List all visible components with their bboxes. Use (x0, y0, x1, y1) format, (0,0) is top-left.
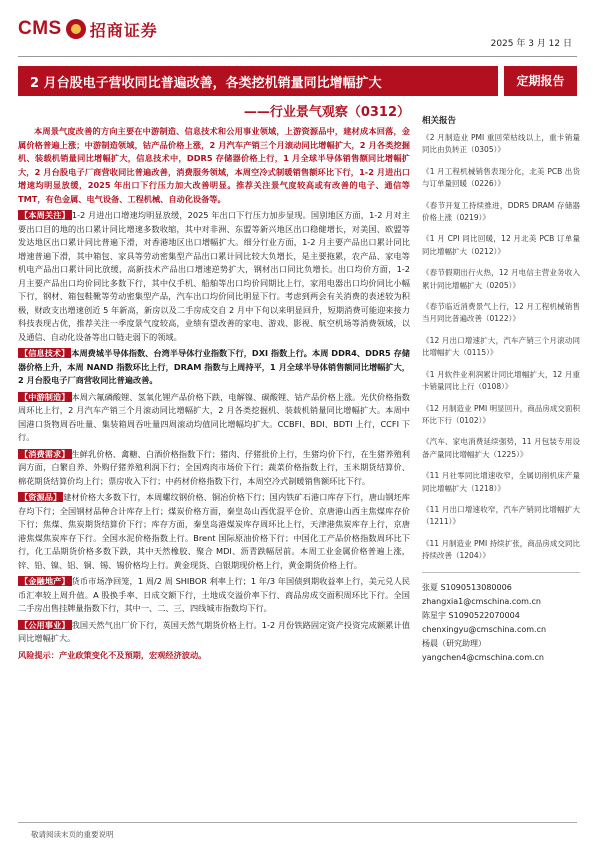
sidebar (422, 114, 580, 665)
section-utilities (18, 619, 410, 646)
footer-divider (18, 822, 577, 823)
logo-text-en: CMS (18, 18, 62, 39)
related-report-link[interactable]: 《春节开复工持续推进，DDR5 DRAM 存储器价格上涨（0219）》 (422, 200, 580, 223)
main-body (18, 125, 410, 813)
report-subtitle: ——行业景气观察（0312） (243, 105, 410, 120)
section-focus (18, 209, 410, 344)
analyst-name: 杨晨（研究助理） (422, 638, 486, 648)
report-type-tag: 定期报告 (504, 66, 577, 96)
section-tag: 【中游制造】 (20, 391, 70, 402)
section-tag: 【公用事业】 (20, 619, 70, 630)
section-text: 生鲜乳价格、禽糖、白酒价格指数下行；猪肉、仔猪批价上行，生猪均价下行，在生猪养殖利润方面，白繁自养、外购仔猪养殖利润下行；全国鸡肉市场价下行；蔬菜价格指数上行，玉米期货结算价、棉花期货结算价均上行；票房收入下行；中药材价格指数下行，本周空冷式制暖销售额环比下行。 (18, 448, 410, 486)
section-finance (18, 575, 410, 616)
related-report-link[interactable]: 《春节临近消费景气上行，12 月工程机械销售当月同比普遍改善（0122）》 (422, 302, 580, 324)
related-report-link[interactable]: 《11 月制造业 PMI 持续扩张，商品房成交同比持续改善（1204）》 (422, 538, 580, 561)
section-tag: 【信息技术】 (20, 348, 70, 358)
related-report-link[interactable]: 《1 月工程机械销售表现分化，北美 PCB 出货与订单量回暖（0226）》 (422, 166, 580, 189)
logo-text-cn: 招商证券 (89, 20, 158, 40)
section-consumption (18, 448, 410, 489)
report-date: 2025 年 3 月 12 日 (490, 39, 572, 49)
related-report-link[interactable]: 《1 月 CPI 同比回暖，12 月北美 PCB 订单量同比增幅扩大（0212）》 (422, 234, 580, 256)
related-report-link[interactable]: 《1 月软件业利润累计同比增幅扩大，12 月重卡销量同比上行（0108）》 (422, 369, 580, 392)
related-report-link[interactable]: 《汽车、家电消费延续强势，11 月包装专用设备产量同比增幅扩大（1225）》 (422, 437, 580, 459)
related-report-link[interactable]: 《12 月出口增速扩大，汽车产销三个月滚动同比增幅扩大（0115）》 (422, 335, 580, 358)
analyst-email[interactable]: chenxingyu@cmschina.com.cn (422, 624, 547, 634)
section-resources (18, 491, 410, 572)
analyst-email[interactable]: zhangxia1@cmschina.com.cn (422, 596, 541, 606)
related-report-link[interactable]: 《11 月出口增速收窄，汽车产销同比增幅扩大（1211）》 (422, 504, 580, 527)
analyst-name: 张夏 S1090513080006 (422, 582, 512, 592)
section-tag: 【本周关注】 (20, 210, 70, 220)
analyst-email[interactable]: yangchen4@cmschina.com.cn (422, 652, 544, 662)
section-text: 1-2 月进出口增速均明显放缓，2025 年出口下行压力加步显现。国别地区方面，1-2 月对主要出口目的地的出口累计同比增速多数收缩，其中对非洲、东盟等新兴地区出口稳健增长，对美国、欧盟等发达地区出口累计同比普遍下滑，对香港地区出口增幅扩大。细分行业方面，1-2 月主要产品出口累计同比增速普遍下滑，其中箱包、家具等劳动密集型产品出口累计同比较大负增长，是主要拖累，农产品、家电等机电产品出口累计同比放缓，高新技术产品出口增速逆势扩大，钢材出口同比负增长。出口均价方面，1-2 月主要产品出口均价同比多数下行，其中仪手机、船舶等出口均价同期比上行，家用电器出口均价同比小幅下行，钢材、箱包鞋靴等劳动密集型产品，汽车出口均价同比明显下行。考虑到两会有关消费的表述较为积极，财政支出增速创近 5 年新高，新房以及二手房成交自 2 月中下旬以来明显回升，短期消费可能迎来接力科技表现占优，推荐关注一季度景气度较高，业绩有望改善的家电、游戏、影视、航空机场等消费领域，以及通信、自动化设备等出口链走弱下的领域。 (18, 210, 410, 342)
report-title: 2 月台股电子营收同比普遍改善，各类挖机销量同比增幅扩大 (18, 66, 498, 96)
company-logo (18, 18, 158, 40)
section-tag: 【资源品】 (20, 492, 62, 502)
related-report-link[interactable]: 《11 月社零同比增速收窄，全属切削机床产量同比增幅扩大（1218）》 (422, 471, 580, 493)
section-tag: 【消费需求】 (20, 448, 70, 459)
logo-emblem-icon (66, 19, 86, 39)
section-text: 本周费城半导体指数、台湾半导体行业指数下行，DXI 指数上行。本周 DDR4、DDR5 存储器价格上升，本周 NAND 指数环比上行，DRAM 指数与上周持平，1 月全球半导体销售额同比增幅扩大，2 月台股电子厂商营收同比普遍改善。 (18, 348, 410, 385)
section-it (18, 347, 410, 388)
related-report-link[interactable]: 《12 月制造业 PMI 明显回升，商品房成交面积环比下行（0102）》 (422, 403, 580, 425)
risk-warning: 风险提示：产业政策变化不及预期，宏观经济波动。 (18, 649, 207, 660)
related-reports-heading: 相关报告 (422, 116, 457, 126)
analyst-block (422, 581, 580, 665)
section-manufacturing (18, 391, 410, 445)
summary-paragraph: 本周景气度改善的方向主要在中游制造、信息技术和公用事业领域，上游资源品中，建材成本回落，金属价格普遍上涨；中游制造领域，钴产品价格上涨，2 月汽车产销三个月滚动同比增幅扩大，2 月各类挖掘机、装载机销量同比增幅扩大，信息技术中，DDR5 存储器价格上行，1 月全球半导体销售额同比增幅扩大，2 月台股电子厂商营收同比普遍改善，消费服务领域，本周空冷式制暖销售额环比下行，1-2 月进出口增速均明显放缓，2025 年出口下行压力加大改善明显。推荐关注景气度较高或有改善的电子、通信等 TMT，有色金属、电气设备、工程机械、自动化设备等。 (18, 126, 410, 204)
related-report-link[interactable]: 《春节假期出行火热，12 月电信主营业务收入累计同比增幅扩大（0205）》 (422, 268, 580, 290)
footer-disclaimer: 敬请阅读末页的重要说明 (31, 830, 114, 839)
section-text: 货币市场净回笼，1 周/2 周 SHIBOR 利率上行；1 年/3 年国债到期收益率上行，美元兑人民币汇率较上周升值。A 股换手率、日成交额下行，土地成交溢价率下行、商品房成交面积周环比下行。全国二手房出售挂牌量指数下行，其中一、二、三、四线城市指数均下行。 (18, 576, 410, 613)
section-text: 我国天然气出厂价下行，英国天然气期货价格上行。1-2 月份铁路固定资产投资完成额累计值同比增幅扩大。 (18, 619, 410, 643)
section-tag: 【金融地产】 (20, 576, 70, 586)
section-text: 建材价格大多数下行，本周螺纹钢价格、铜冶价格下行；国内铁矿石港口库存下行，唐山钢坯库存均下行；全国钢材品种合计库存上行；煤炭价格方面，秦皇岛山西优混平仓价、京唐港山西主焦煤库存价下行；焦煤、焦炭期货结算价下行；库存方面，秦皇岛港煤炭库存周环比上行，天津港焦炭库存上行，京唐港焦煤焦炭库存下行。全国水泥价格指数上行。Brent 国际原油价格下行；中国化工产品价格指数周环比下行，化工品期货价格多数下跌，其中天然橡胶、聚合 MDI、沥青跌幅居前。本周工业金属价格普遍上涨，锌、铅、镍、铝、铜、锡、锡价格均上行。黄金现货、白银期现价格上行，黄金期货价格上行。 (18, 492, 410, 570)
related-reports-list (422, 132, 580, 563)
header-divider (18, 56, 577, 57)
sidebar-divider (422, 572, 580, 573)
section-text: 本周六氟磷酸锂、氢氧化锂产品价格下跌，电解镍、碳酸锂、钴产品价格上涨。光伏价格指数周环比上行，2 月汽车产销三个月滚动同比增幅扩大，2 月各类挖掘机、装载机销量同比增幅扩大。本周中国港口货物周吞吐量、集装箱周吞吐量四周滚动均值同比增幅均扩大。CCBFI、BDI、BDTI 上行，CCFI 下行。 (18, 391, 410, 442)
related-report-link[interactable]: 《2 月制造业 PMI 重回荣枯线以上，重卡销量同比由负转正（0305）》 (422, 133, 580, 155)
analyst-name: 陈星宇 S1090522070004 (422, 610, 520, 620)
